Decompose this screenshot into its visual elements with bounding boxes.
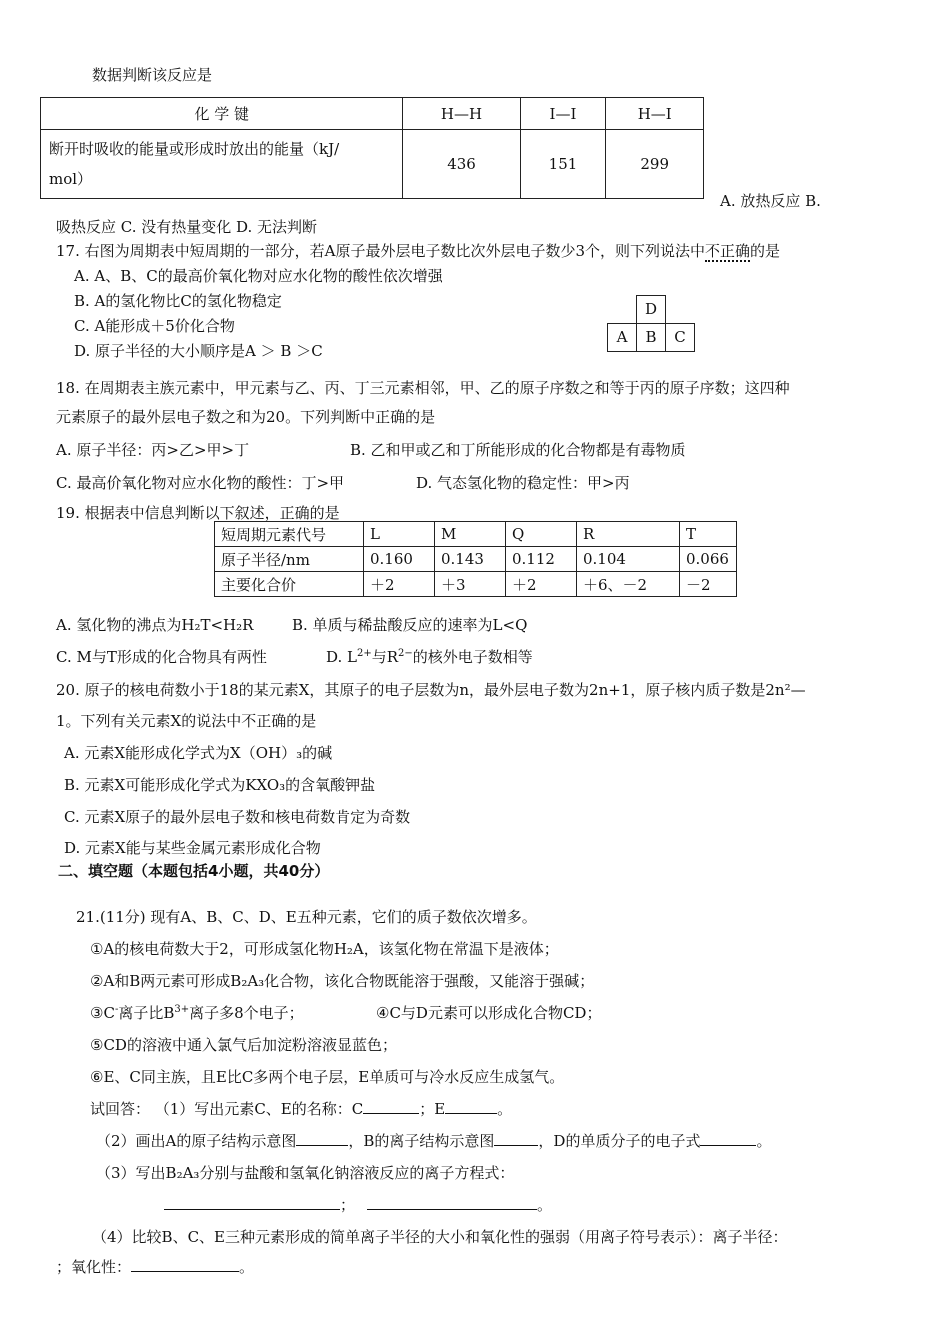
q17-stem-pre: 17. 右图为周期表中短周期的一部分，若A原子最外层电子数比次外层电子数少3个，则下列说法中 bbox=[56, 242, 706, 260]
cell-a: A bbox=[607, 323, 637, 352]
section-title: 二、填空题（本题包括4小题，共40分） bbox=[58, 862, 330, 880]
intro-line: 数据判断该反应是 bbox=[92, 66, 213, 84]
q20-stem-line2: 1。下列有关元素X的说法中不正确的是 bbox=[56, 712, 317, 730]
table-cell: 0.112 bbox=[506, 547, 577, 572]
table-cell: 0.143 bbox=[435, 547, 506, 572]
q18-option-d: D. 气态氢化物的稳定性：甲>丙 bbox=[416, 474, 630, 492]
q17-stem bbox=[56, 240, 780, 261]
q17-stem-emphasis: 不正确 bbox=[705, 242, 751, 260]
c3-pre: ③C bbox=[90, 1004, 115, 1022]
cell-b: B bbox=[636, 323, 666, 352]
table-cell: －2 bbox=[680, 572, 737, 597]
table-cell: L bbox=[364, 522, 435, 547]
c3-sup2: 3+ bbox=[174, 1004, 190, 1015]
p4-post: 。 bbox=[239, 1258, 255, 1276]
table-cell: ＋2 bbox=[364, 572, 435, 597]
table-cell: 原子半径/nm bbox=[215, 547, 364, 572]
answer-blank-c[interactable] bbox=[363, 1099, 419, 1114]
q19-option-c: C. M与T形成的化合物具有两性 bbox=[56, 648, 267, 666]
q17-option-a: A. A、B、C的最高价氧化物对应水化物的酸性依次增强 bbox=[74, 267, 443, 285]
table-cell: 主要化合价 bbox=[215, 572, 364, 597]
q20-option-a: A. 元素X能形成化学式为X（OH）₃的碱 bbox=[64, 744, 333, 762]
q20-option-b: B. 元素X可能形成化学式为KXO₃的含氧酸钾盐 bbox=[64, 776, 376, 794]
table-cell: 0.104 bbox=[577, 547, 680, 572]
answer-blank-naoh-eq[interactable] bbox=[367, 1195, 537, 1210]
q20-option-d: D. 元素X能与某些金属元素形成化合物 bbox=[64, 839, 321, 857]
q17-option-c: C. A能形成＋5价化合物 bbox=[74, 317, 235, 335]
p3-sep: ； bbox=[340, 1196, 356, 1214]
table-cell: Q bbox=[506, 522, 577, 547]
q21-condition-2: ②A和B两元素可形成B₂A₃化合物，该化合物既能溶于强酸，又能溶于强碱； bbox=[90, 972, 595, 990]
table-cell: 299 bbox=[606, 130, 704, 199]
q20-option-c: C. 元素X原子的最外层电子数和核电荷数肯定为奇数 bbox=[64, 808, 411, 826]
table-cell: 0.066 bbox=[680, 547, 737, 572]
q21-part2 bbox=[96, 1130, 771, 1151]
q19-d-post: 的核外电子数相等 bbox=[412, 648, 533, 666]
q21-condition-3 bbox=[90, 1002, 304, 1023]
q21-condition-1: ①A的核电荷数大于2，可形成氢化物H₂A，该氢化物在常温下是液体； bbox=[90, 940, 559, 958]
row-label-line2: mol） bbox=[49, 170, 93, 188]
q21-part3-answers bbox=[164, 1194, 552, 1215]
p1-post: 。 bbox=[497, 1100, 513, 1118]
q18-option-a: A. 原子半径：丙>乙>甲>丁 bbox=[56, 441, 250, 459]
cell-d: D bbox=[636, 295, 666, 324]
q21-condition-5: ⑤CD的溶液中通入氯气后加淀粉溶液显蓝色； bbox=[90, 1036, 397, 1054]
table-cell: 151 bbox=[520, 130, 606, 199]
p2-c: ，D的单质分子的电子式 bbox=[538, 1132, 701, 1150]
q21-condition-6: ⑥E、C同主族，且E比C多两个电子层，E单质可与冷水反应生成氢气。 bbox=[90, 1068, 565, 1086]
answer-blank-hcl-eq[interactable] bbox=[164, 1195, 340, 1210]
q19-d-pre: D. L bbox=[326, 648, 357, 666]
q18-stem-line2: 元素原子的最外层电子数之和为20。下列判断中正确的是 bbox=[56, 408, 436, 426]
table-header-cell: H—H bbox=[403, 98, 520, 130]
c3-mid: 离子比B bbox=[118, 1004, 175, 1022]
table-header-cell: H—I bbox=[606, 98, 704, 130]
row-label-line1: 断开时吸收的能量或形成时放出的能量（kJ/ bbox=[49, 140, 340, 158]
cell-c: C bbox=[665, 323, 695, 352]
q21-part1 bbox=[90, 1098, 512, 1119]
q19-d-sup1: 2+ bbox=[357, 648, 372, 659]
table-cell: R bbox=[577, 522, 680, 547]
p2-d: 。 bbox=[756, 1132, 772, 1150]
answer-blank-e[interactable] bbox=[445, 1099, 497, 1114]
table-cell: ＋6、－2 bbox=[577, 572, 680, 597]
q19-option-b: B. 单质与稀盐酸反应的速率为L<Q bbox=[292, 616, 528, 634]
q19-d-sup2: 2− bbox=[398, 648, 413, 659]
table-header-cell: I—I bbox=[520, 98, 606, 130]
q17-stem-post: 的是 bbox=[750, 242, 781, 260]
q21-part4-line1: （4）比较B、C、E三种元素形成的简单离子半径的大小和氧化性的强弱（用离子符号表示）：离子半径： bbox=[92, 1228, 788, 1246]
q19-d-mid: 与R bbox=[371, 648, 399, 666]
q18-stem-line1: 18. 在周期表主族元素中，甲元素与乙、丙、丁三元素相邻，甲、乙的原子序数之和等于丙的原子序数；这四种 bbox=[56, 379, 790, 397]
p1-pre: 试回答： （1）写出元素C、E的名称：C bbox=[90, 1100, 364, 1118]
p2-b: ，B的离子结构示意图 bbox=[348, 1132, 495, 1150]
p3-end: 。 bbox=[537, 1196, 553, 1214]
periodic-table-fragment bbox=[607, 295, 694, 352]
table-cell: 短周期元素代号 bbox=[215, 522, 364, 547]
q21-part3: （3）写出B₂A₃分别与盐酸和氢氧化钠溶液反应的离子方程式： bbox=[96, 1164, 515, 1182]
element-info-table bbox=[214, 521, 737, 597]
q20-stem-line1: 20. 原子的核电荷数小于18的某元素X，其原子的电子层数为n，最外层电子数为2n+1，原子核内质子数是2n²— bbox=[56, 681, 806, 699]
q19-option-d bbox=[326, 646, 533, 667]
bond-energy-table bbox=[40, 97, 704, 199]
q19-stem: 19. 根据表中信息判断以下叙述，正确的是 bbox=[56, 504, 340, 522]
answer-blank-d-formula[interactable] bbox=[700, 1131, 756, 1146]
q21-condition-4: ④C与D元素可以形成化合物CD； bbox=[376, 1004, 602, 1022]
c3-sup1: - bbox=[114, 1004, 119, 1015]
q16-options-line1: A. 放热反应 B. bbox=[720, 192, 821, 210]
table-header-cell: 化 学 键 bbox=[41, 98, 403, 130]
q19-option-a: A. 氢化物的沸点为H₂T<H₂R bbox=[56, 616, 254, 634]
q17-option-b: B. A的氢化物比C的氢化物稳定 bbox=[74, 292, 282, 310]
q17-option-d: D. 原子半径的大小顺序是A ＞ B ＞C bbox=[74, 342, 323, 360]
q18-option-c: C. 最高价氧化物对应水化物的酸性：丁>甲 bbox=[56, 474, 345, 492]
q21-part4-line2 bbox=[56, 1256, 254, 1277]
answer-blank-oxidation[interactable] bbox=[131, 1257, 239, 1272]
q21-stem: 21.(11分) 现有A、B、C、D、E五种元素，它们的质子数依次增多。 bbox=[76, 908, 537, 926]
table-cell: M bbox=[435, 522, 506, 547]
table-cell: 436 bbox=[403, 130, 520, 199]
p1-mid: ；E bbox=[419, 1100, 446, 1118]
table-cell: 0.160 bbox=[364, 547, 435, 572]
table-cell: ＋3 bbox=[435, 572, 506, 597]
q18-option-b: B. 乙和甲或乙和丁所能形成的化合物都是有毒物质 bbox=[350, 441, 686, 459]
answer-blank-b-ion[interactable] bbox=[494, 1131, 538, 1146]
p4-pre: ；氧化性： bbox=[56, 1258, 132, 1276]
p2-a: （2）画出A的原子结构示意图 bbox=[96, 1132, 297, 1150]
table-row-label bbox=[41, 130, 403, 199]
table-cell: ＋2 bbox=[506, 572, 577, 597]
table-cell: T bbox=[680, 522, 737, 547]
c3-post: 离子多8个电子； bbox=[189, 1004, 304, 1022]
q16-options-line2: 吸热反应 C. 没有热量变化 D. 无法判断 bbox=[56, 218, 318, 236]
answer-blank-a-structure[interactable] bbox=[296, 1131, 348, 1146]
